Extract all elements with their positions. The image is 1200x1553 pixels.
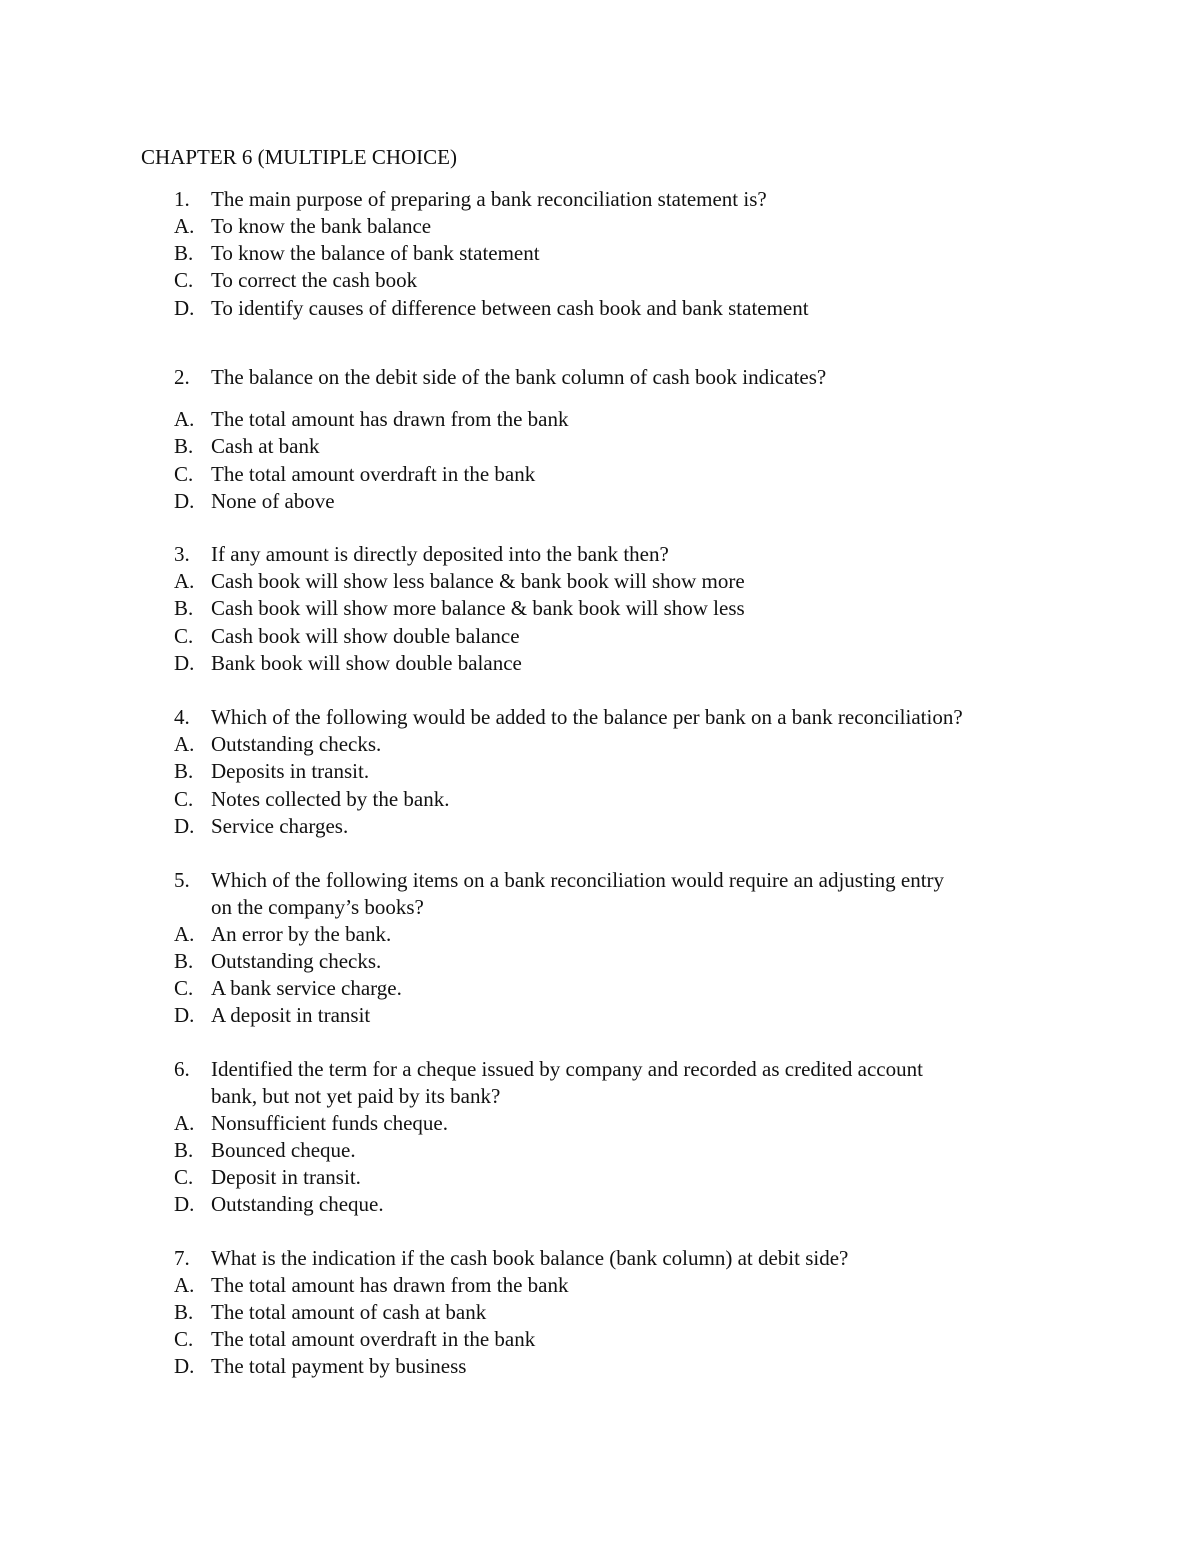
option-letter: D. [174, 489, 195, 513]
option-text: Cash book will show double balance [211, 624, 520, 648]
option-letter: A. [174, 214, 195, 238]
option-text: Outstanding checks. [211, 732, 382, 756]
option-text: Bounced cheque. [211, 1138, 356, 1162]
question-number: 2. [174, 365, 190, 389]
question-number: 5. [174, 868, 190, 892]
option-letter: C. [174, 624, 194, 648]
option-letter: D. [174, 1354, 195, 1378]
option-letter: D. [174, 296, 195, 320]
question-text: If any amount is directly deposited into the bank then? [211, 542, 669, 566]
option-letter: B. [174, 241, 194, 265]
question-text: What is the indication if the cash book balance (bank column) at debit side? [211, 1246, 849, 1270]
option-letter: B. [174, 596, 194, 620]
option-letter: C. [174, 1327, 194, 1351]
option-letter: B. [174, 1300, 194, 1324]
option-text: Notes collected by the bank. [211, 787, 450, 811]
option-text: The total amount overdraft in the bank [211, 1327, 536, 1351]
question-number: 4. [174, 705, 190, 729]
option-letter: B. [174, 1138, 194, 1162]
option-letter: B. [174, 759, 194, 783]
option-text: The total amount of cash at bank [211, 1300, 487, 1324]
question-text: The balance on the debit side of the bank column of cash book indicates? [211, 365, 827, 389]
option-text: Deposits in transit. [211, 759, 370, 783]
option-letter: C. [174, 268, 194, 292]
question-text: bank, but not yet paid by its bank? [211, 1084, 501, 1108]
option-text: Deposit in transit. [211, 1165, 361, 1189]
option-text: To identify causes of difference between cash book and bank statement [211, 296, 809, 320]
option-text: An error by the bank. [211, 922, 392, 946]
question-text: Which of the following items on a bank reconciliation would require an adjusting entry [211, 868, 945, 892]
option-text: Service charges. [211, 814, 349, 838]
option-text: To know the bank balance [211, 214, 432, 238]
option-letter: C. [174, 976, 194, 1000]
option-letter: B. [174, 949, 194, 973]
question-text: Which of the following would be added to the balance per bank on a bank reconciliation? [211, 705, 963, 729]
option-text: Cash book will show less balance & bank book will show more [211, 569, 745, 593]
option-letter: A. [174, 569, 195, 593]
option-text: A bank service charge. [211, 976, 402, 1000]
option-letter: A. [174, 732, 195, 756]
chapter-title: CHAPTER 6 (MULTIPLE CHOICE) [141, 145, 457, 169]
option-text: Outstanding cheque. [211, 1192, 384, 1216]
option-letter: A. [174, 1111, 195, 1135]
option-text: Cash book will show more balance & bank book will show less [211, 596, 745, 620]
option-text: The total amount has drawn from the bank [211, 407, 569, 431]
option-text: The total payment by business [211, 1354, 467, 1378]
option-letter: C. [174, 1165, 194, 1189]
option-text: None of above [211, 489, 335, 513]
question-number: 6. [174, 1057, 190, 1081]
option-text: A deposit in transit [211, 1003, 371, 1027]
option-letter: D. [174, 651, 195, 675]
option-text: The total amount has drawn from the bank [211, 1273, 569, 1297]
option-text: Outstanding checks. [211, 949, 382, 973]
option-letter: D. [174, 1003, 195, 1027]
question-text: Identified the term for a cheque issued by company and recorded as credited account [211, 1057, 923, 1081]
question-number: 3. [174, 542, 190, 566]
question-text: The main purpose of preparing a bank reconciliation statement is? [211, 187, 767, 211]
option-letter: A. [174, 1273, 195, 1297]
option-letter: A. [174, 922, 195, 946]
option-text: To correct the cash book [211, 268, 418, 292]
option-text: Nonsufficient funds cheque. [211, 1111, 448, 1135]
option-text: To know the balance of bank statement [211, 241, 540, 265]
option-letter: B. [174, 434, 194, 458]
option-text: Bank book will show double balance [211, 651, 522, 675]
option-letter: D. [174, 1192, 195, 1216]
question-number: 7. [174, 1246, 190, 1270]
option-text: The total amount overdraft in the bank [211, 462, 536, 486]
option-letter: C. [174, 787, 194, 811]
option-letter: C. [174, 462, 194, 486]
question-text: on the company’s books? [211, 895, 424, 919]
option-letter: A. [174, 407, 195, 431]
question-number: 1. [174, 187, 190, 211]
option-letter: D. [174, 814, 195, 838]
option-text: Cash at bank [211, 434, 320, 458]
